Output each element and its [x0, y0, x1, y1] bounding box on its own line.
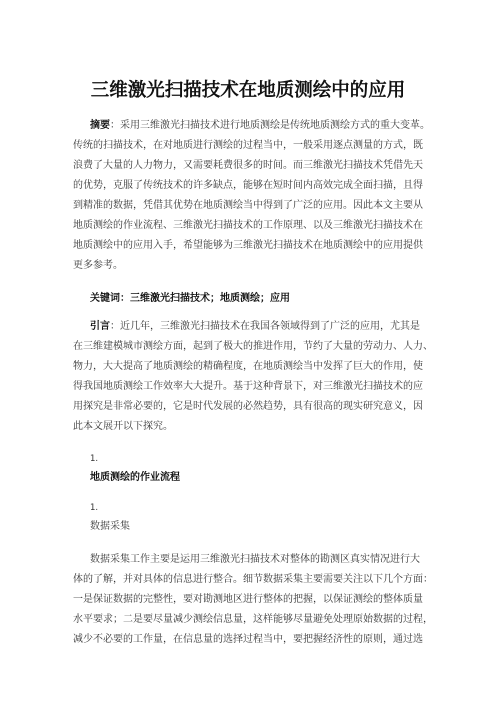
abstract-text: ：采用三维激光扫描技术进行地质测绘是传统地质测绘方式的重大变革。: [110, 120, 430, 131]
abstract-label: 摘要: [90, 120, 110, 131]
keywords: 关键词：三维激光扫描技术；地质测绘；应用: [90, 293, 290, 304]
abstract-line: 更多参考。: [73, 260, 123, 271]
body-line: 减少不必要的工作量，在信息量的选择过程当中，要把握经济性的原则，通过选: [73, 634, 423, 645]
abstract-line: 地质测绘的作业流程、三维激光扫描技术的工作原理、以及三维激光扫描技术在: [73, 220, 423, 231]
intro-line: [90, 320, 420, 334]
intro-label: 引言: [90, 321, 110, 332]
abstract-line: 地质测绘中的应用入手，希望能够为三维激光扫描技术在地质测绘中的应用提供: [73, 240, 423, 251]
intro-line: 得我国地质测绘工作效率大大提升。基于这种背景下，对三维激光扫描技术的应: [73, 381, 423, 392]
subsection-number: 1.: [90, 503, 99, 513]
body-line: 一是保证数据的完整性，要对勘测地区进行整体的把握，以保证测绘的整体质量: [73, 594, 423, 605]
body-line: 体的了解，并对具体的信息进行整合。细节数据采集主要需要关注以下几个方面：: [73, 574, 433, 585]
subsection-heading: 数据采集: [90, 521, 130, 532]
intro-line: 用探究是非常必要的，它是时代发展的必然趋势，具有很高的现实研究意义，因: [73, 401, 423, 412]
body-line: 数据采集工作主要是运用三维激光扫描技术对整体的勘测区真实情况进行大: [90, 554, 420, 565]
abstract-line: [90, 119, 430, 133]
body-line: 水平要求；二是要尽量减少测绘信息量，这样能够尽量避免处理原始数据的过程，: [73, 614, 433, 625]
page-title: 三维激光扫描技术在地质测绘中的应用: [90, 80, 406, 101]
intro-line: 物力，大大提高了地质测绘的精确程度，在地质测绘当中发挥了巨大的作用，使: [73, 361, 423, 372]
section-number: 1.: [90, 454, 99, 464]
abstract-line: 传统的扫描技术，在对地质进行测绘的过程当中，一般采用逐点测量的方式，既: [73, 140, 423, 151]
abstract-line: 到精准的数据，凭借其优势在地质测绘当中得到了广泛的应用。因此本文主要从: [73, 200, 423, 211]
intro-line: 在三维建模城市测绘方面，起到了极大的推进作用，节约了大量的劳动力、人力、: [73, 341, 433, 352]
intro-text: ：近几年，三维激光扫描技术在我国各领域得到了广泛的应用，尤其是: [110, 321, 420, 332]
abstract-line: 的优势，克服了传统技术的许多缺点，能够在短时间内高效完成全面扫描，且得: [73, 180, 423, 191]
intro-line: 此本文展开以下探究。: [73, 421, 173, 432]
abstract-line: 浪费了大量的人力物力，又需要耗费很多的时间。而三维激光扫描技术凭借先天: [73, 160, 423, 171]
section-heading: 地质测绘的作业流程: [90, 472, 180, 483]
